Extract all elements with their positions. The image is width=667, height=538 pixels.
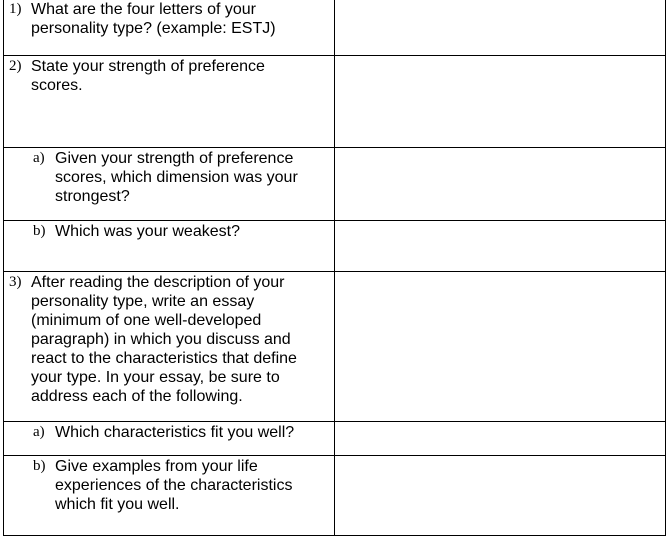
- question-number: 2): [9, 58, 22, 74]
- table-row: [4, 272, 666, 422]
- question-number: b): [33, 223, 46, 239]
- question-text: What are the four letters of your personality type? (example: ESTJ): [31, 1, 276, 37]
- question-text: After reading the description of your personality type, write an essay (minimum of one well-developed paragraph) in which you discuss and react to the characteristics that define your type. In your essay, be sure to address each of the following.: [31, 274, 297, 405]
- answer-cell[interactable]: [335, 148, 666, 221]
- question-text: Give examples from your life experiences of the characteristics which fit you well.: [55, 458, 293, 513]
- answer-cell[interactable]: [335, 456, 666, 536]
- question-text: Which characteristics fit you well?: [55, 424, 295, 441]
- answer-cell[interactable]: [335, 56, 666, 148]
- question-number: 3): [9, 274, 22, 290]
- question-cell: [4, 221, 335, 272]
- answer-cell[interactable]: [335, 0, 666, 56]
- answer-cell[interactable]: [335, 272, 666, 422]
- answer-cell[interactable]: [335, 422, 666, 456]
- question-cell: [4, 422, 335, 456]
- table-row: [4, 148, 666, 221]
- answer-cell[interactable]: [335, 221, 666, 272]
- questions-table: [3, 0, 666, 536]
- question-cell: [4, 56, 335, 148]
- question-number: a): [33, 150, 45, 166]
- question-text: State your strength of preference scores.: [31, 58, 265, 94]
- table-row: [4, 56, 666, 148]
- question-number: a): [33, 424, 45, 440]
- question-cell: [4, 148, 335, 221]
- question-number: b): [33, 458, 46, 474]
- question-number: 1): [9, 1, 22, 17]
- question-text: Given your strength of preference scores, which dimension was your strongest?: [55, 150, 298, 205]
- table-row: [4, 0, 666, 56]
- question-cell: [4, 0, 335, 56]
- question-cell: [4, 272, 335, 422]
- table-row: [4, 221, 666, 272]
- question-text: Which was your weakest?: [55, 223, 240, 240]
- worksheet: [3, 0, 667, 538]
- table-row: [4, 456, 666, 536]
- table-row: [4, 422, 666, 456]
- question-cell: [4, 456, 335, 536]
